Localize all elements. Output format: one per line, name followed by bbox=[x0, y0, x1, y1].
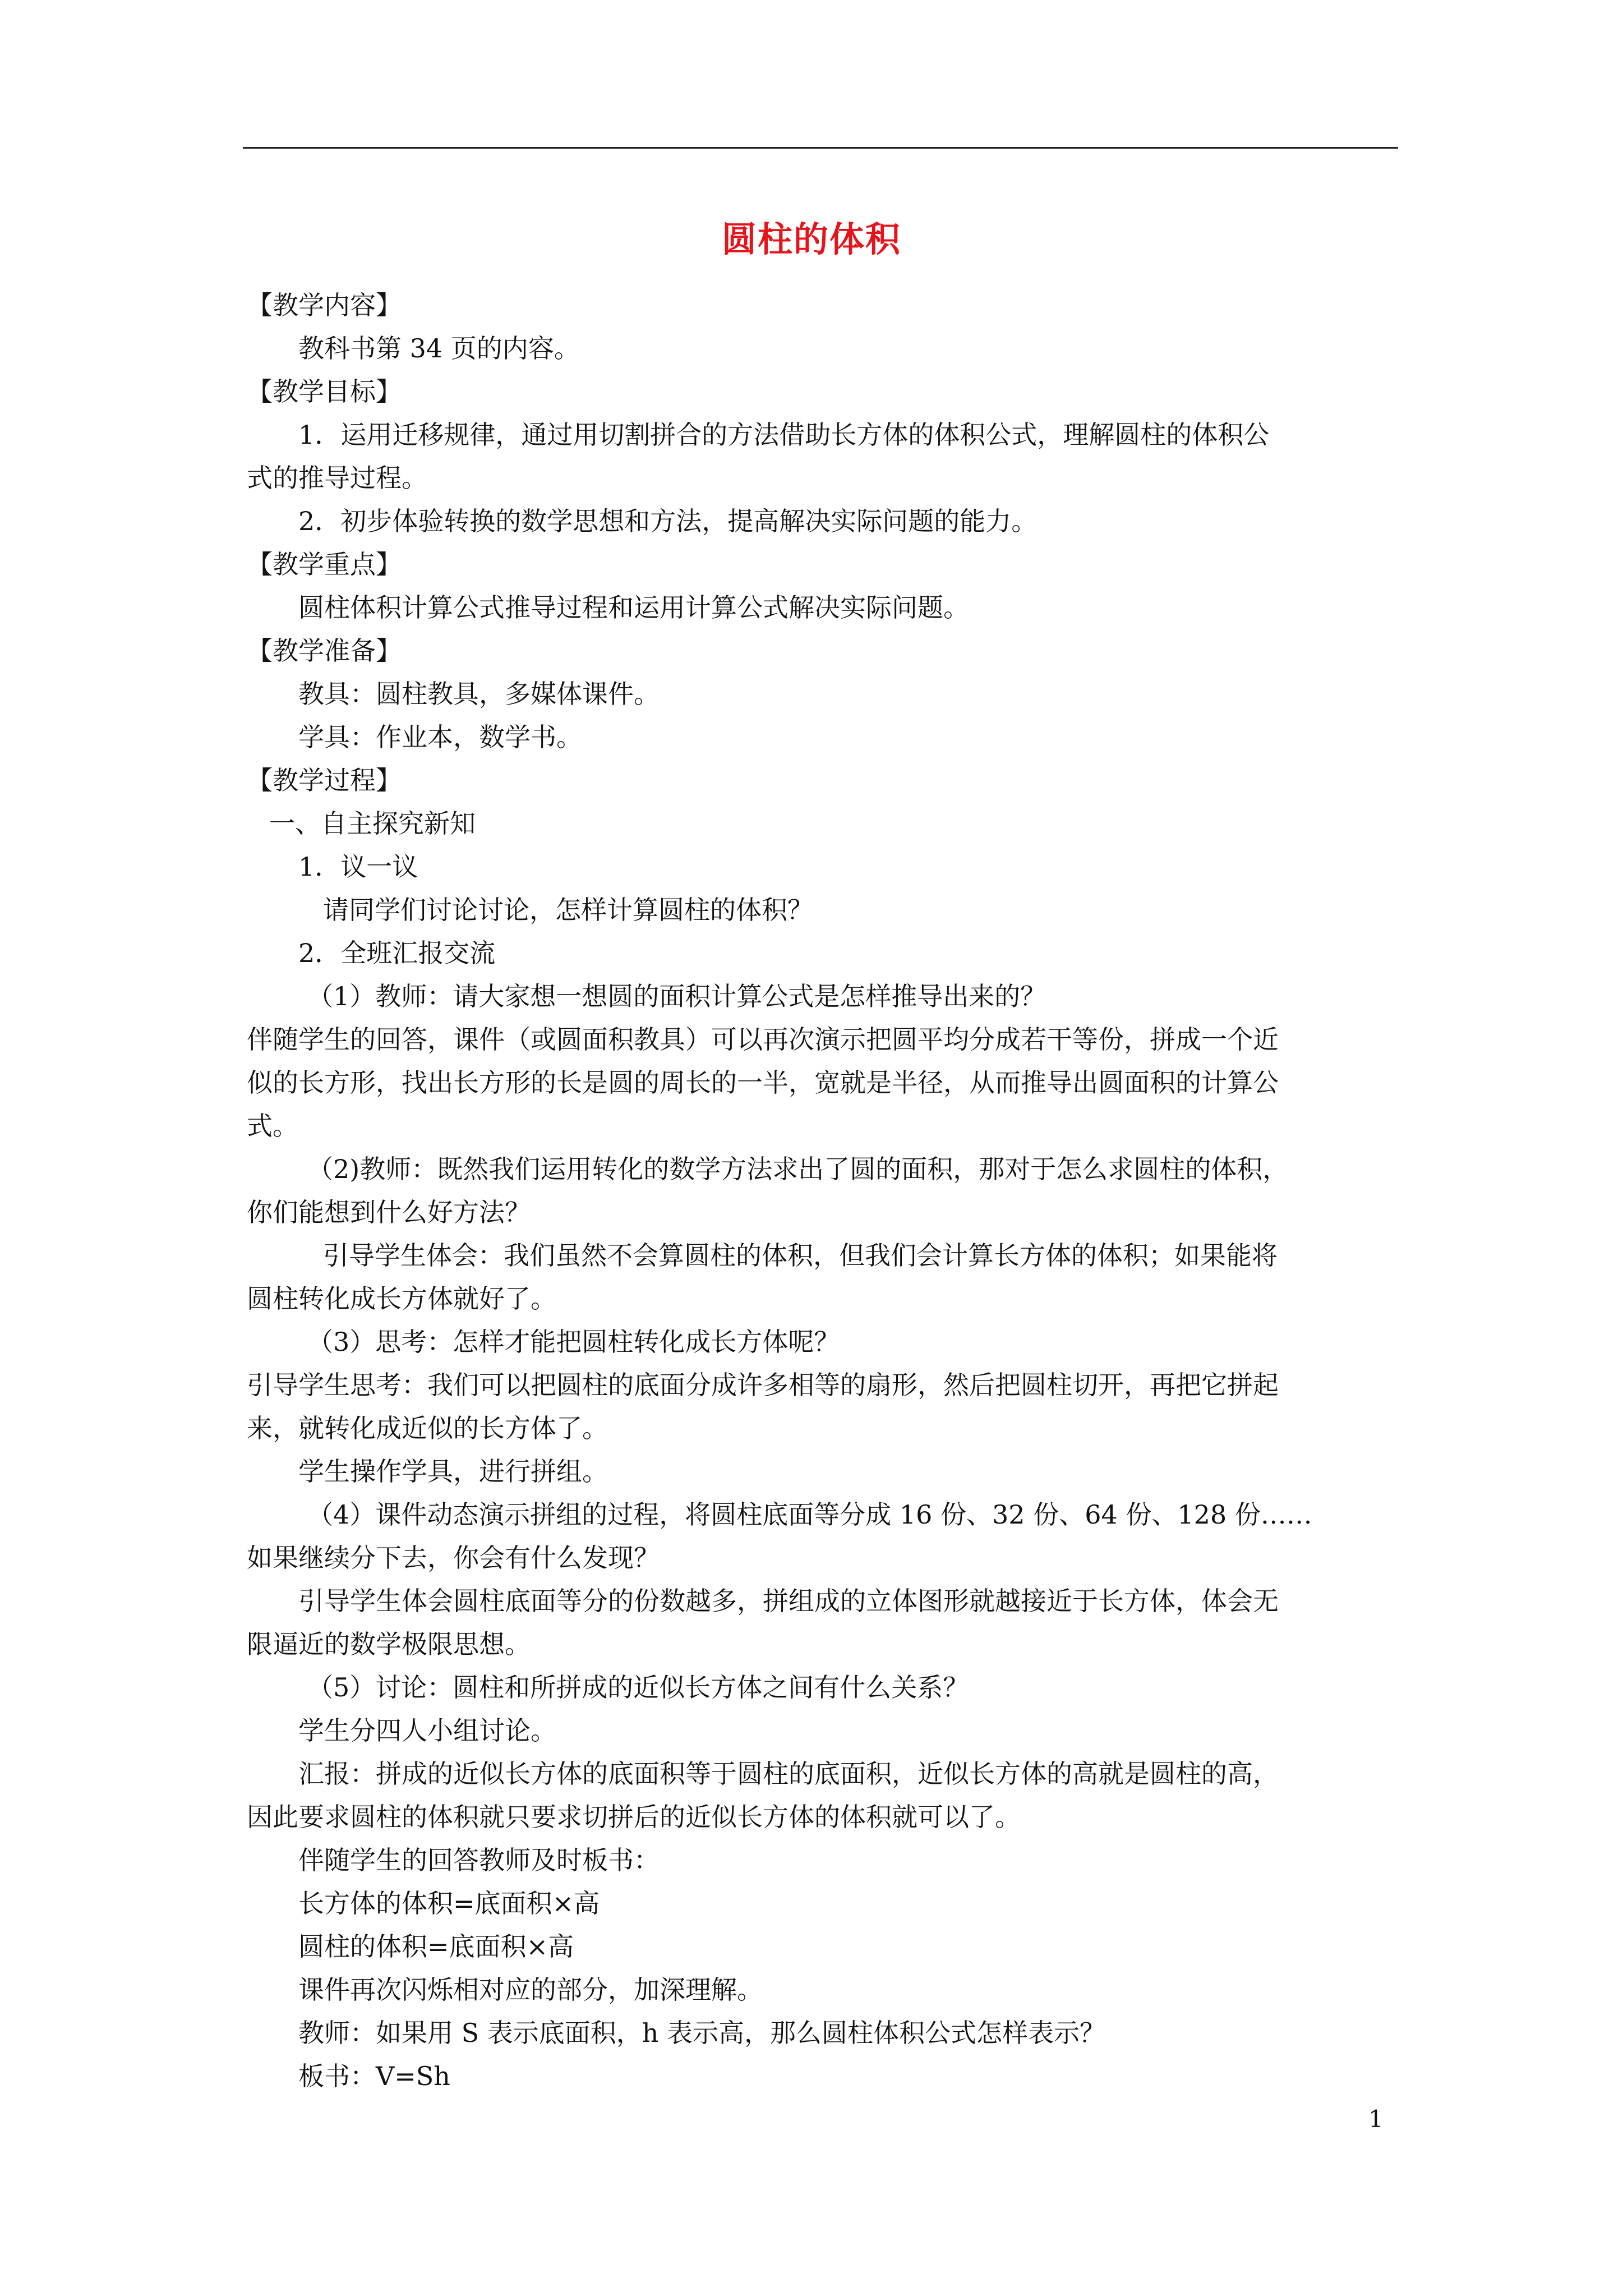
key-points-text: 圆柱体积计算公式推导过程和运用计算公式解决实际问题。 bbox=[298, 592, 969, 623]
question-5-report-line-2: 因此要求圆柱的体积就只要求切拼后的近似长方体的体积就可以了。 bbox=[247, 1802, 1021, 1832]
question-4-guide-line-1: 引导学生体会圆柱底面等分的份数越多，拼组成的立体图形就越接近于长方体，体会无 bbox=[298, 1586, 1279, 1616]
question-3: （3）思考：怎样才能把圆柱转化成长方体呢？ bbox=[307, 1327, 840, 1357]
prep-student-tools: 学具：作业本，数学书。 bbox=[298, 722, 582, 752]
board-formula: 板书：V=Sh bbox=[298, 2061, 450, 2091]
question-4-line-2: 如果继续分下去，你会有什么发现？ bbox=[247, 1543, 660, 1573]
document-title: 圆柱的体积 bbox=[721, 219, 901, 260]
teacher-question: 教师：如果用 S 表示底面积，h 表示高，那么圆柱体积公式怎样表示？ bbox=[298, 2018, 1106, 2048]
step-1-heading: 一、自主探究新知 bbox=[269, 808, 476, 839]
section-heading-content: 【教学内容】 bbox=[247, 290, 402, 320]
goal-2: 2．初步体验转换的数学思想和方法，提高解决实际问题的能力。 bbox=[298, 506, 1038, 536]
question-4-line-1: （4）课件动态演示拼组的过程，将圆柱底面等分成 16 份、32 份、64 份、128 份…… bbox=[307, 1499, 1312, 1530]
goal-1-line-1: 1．运用迁移规律，通过用切割拼合的方法借助长方体的体积公式，理解圆柱的体积公 bbox=[298, 420, 1270, 450]
question-1-answer-line-2: 似的长方形，找出长方形的长是圆的周长的一半，宽就是半径，从而推导出圆面积的计算公 bbox=[247, 1068, 1279, 1098]
formula-cuboid: 长方体的体积=底面积×高 bbox=[298, 1888, 600, 1918]
question-1-answer-line-1: 伴随学生的回答，课件（或圆面积教具）可以再次演示把圆平均分成若干等份，拼成一个近 bbox=[247, 1024, 1279, 1055]
question-5: （5）讨论：圆柱和所拼成的近似长方体之间有什么关系？ bbox=[307, 1672, 969, 1703]
question-4-guide-line-2: 限逼近的数学极限思想。 bbox=[247, 1629, 531, 1659]
question-5-report-line-1: 汇报：拼成的近似长方体的底面积等于圆柱的底面积，近似长方体的高就是圆柱的高， bbox=[298, 1759, 1279, 1789]
content-text: 教科书第 34 页的内容。 bbox=[298, 333, 580, 364]
section-heading-key-points: 【教学重点】 bbox=[247, 549, 402, 579]
sub-step-1-heading: 1．议一议 bbox=[298, 852, 418, 882]
flash-note: 课件再次闪烁相对应的部分，加深理解。 bbox=[298, 1975, 763, 2005]
document-body bbox=[247, 284, 1396, 2098]
section-heading-goals: 【教学目标】 bbox=[247, 376, 402, 407]
question-2-guide-line-2: 圆柱转化成长方体就好了。 bbox=[247, 1283, 556, 1314]
prep-teacher-tools: 教具：圆柱教具，多媒体课件。 bbox=[298, 679, 660, 709]
question-1-answer-line-3: 式。 bbox=[247, 1111, 298, 1141]
sub-step-1-text: 请同学们讨论讨论，怎样计算圆柱的体积？ bbox=[323, 895, 813, 925]
question-2-line-2: 你们能想到什么好方法？ bbox=[247, 1197, 531, 1227]
board-intro: 伴随学生的回答教师及时板书： bbox=[298, 1845, 660, 1875]
question-5-group: 学生分四人小组讨论。 bbox=[298, 1715, 556, 1746]
section-heading-preparation: 【教学准备】 bbox=[247, 636, 402, 666]
question-2-line-1: （2)教师：既然我们运用转化的数学方法求出了圆的面积，那对于怎么求圆柱的体积， bbox=[307, 1154, 1289, 1184]
question-3-guide-line-2: 来，就转化成近似的长方体了。 bbox=[247, 1413, 608, 1443]
question-1: （1）教师：请大家想一想圆的面积计算公式是怎样推导出来的？ bbox=[307, 981, 1046, 1011]
section-heading-process: 【教学过程】 bbox=[247, 765, 402, 795]
sub-step-2-heading: 2．全班汇报交流 bbox=[298, 938, 496, 968]
page-number: 1 bbox=[1368, 2105, 1384, 2133]
header-rule bbox=[243, 147, 1398, 149]
goal-1-line-2: 式的推导过程。 bbox=[247, 463, 427, 493]
question-3-guide-line-1: 引导学生思考：我们可以把圆柱的底面分成许多相等的扇形，然后把圆柱切开，再把它拼起 bbox=[247, 1370, 1279, 1400]
formula-cylinder: 圆柱的体积=底面积×高 bbox=[298, 1931, 574, 1962]
question-2-guide-line-1: 引导学生体会：我们虽然不会算圆柱的体积，但我们会计算长方体的体积；如果能将 bbox=[323, 1240, 1278, 1271]
question-3-operation: 学生操作学具，进行拼组。 bbox=[298, 1456, 608, 1487]
